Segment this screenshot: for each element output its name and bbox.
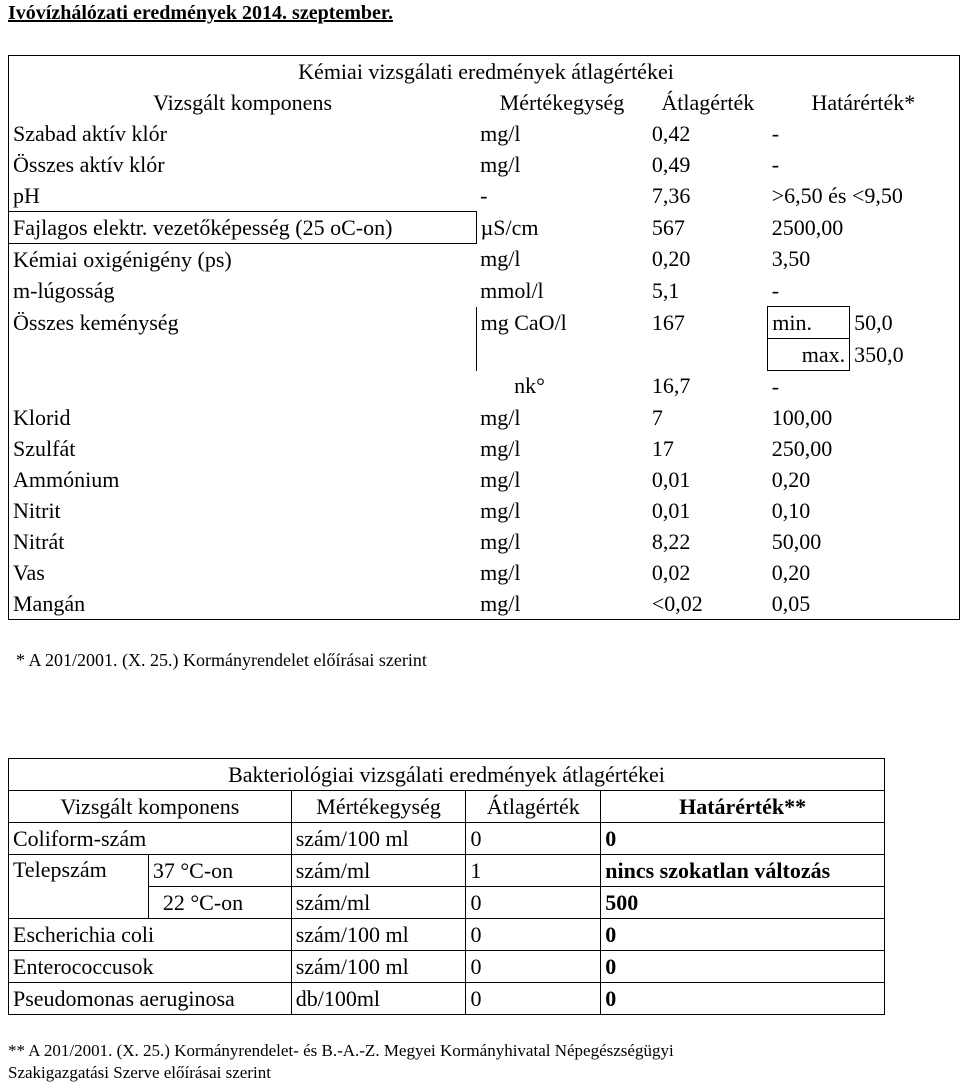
empty-cell [476, 339, 648, 371]
average-cell: 0 [466, 887, 601, 919]
component-name: Nitrát [13, 528, 65, 554]
max-value: 350,0 [854, 341, 904, 367]
table-row [9, 823, 885, 855]
limit-cell: 0 [601, 951, 885, 983]
limit-cell: 250,00 [771, 435, 833, 461]
unit-cell: - [480, 182, 488, 208]
unit-cell: mg/l [480, 559, 521, 585]
component-name: Ammónium [13, 466, 120, 492]
column-header: Vizsgált komponens [153, 89, 333, 115]
limit-cell: 3,50 [771, 246, 811, 272]
column-header: Határérték** [601, 791, 885, 823]
unit-cell: szám/ml [291, 887, 466, 919]
unit-cell: db/100ml [291, 983, 466, 1015]
table-caption-row [9, 56, 960, 88]
column-header: Vizsgált komponens [9, 791, 292, 823]
unit-cell: szám/100 ml [291, 823, 466, 855]
empty-cell [9, 371, 477, 403]
table-row [9, 212, 960, 244]
min-value: 50,0 [854, 309, 893, 335]
bacteriological-table-caption: Bakteriológiai vizsgálati eredmények átlagértékei [9, 759, 885, 791]
table-row [9, 919, 885, 951]
table-row [9, 588, 960, 620]
component-name: Mangán [13, 590, 86, 616]
empty-cell [648, 339, 768, 371]
footnote-line: Szakigazgatási Szerve előírásai szerint [8, 1063, 271, 1082]
component-name: Nitrit [13, 497, 61, 523]
unit-cell: mg/l [480, 528, 521, 554]
table-row [9, 557, 960, 588]
empty-cell [9, 339, 477, 371]
average-cell: 7 [651, 404, 663, 430]
temperature-cell: 37 °C-on [148, 855, 291, 887]
component-name: Összes aktív klór [13, 151, 165, 177]
unit-cell: mg/l [480, 404, 521, 430]
table-row [9, 402, 960, 433]
column-header: Mértékegység [499, 89, 625, 115]
limit-cell: nincs szokatlan változás [601, 855, 885, 887]
table-row [9, 526, 960, 557]
average-cell: 0 [466, 823, 601, 855]
limit-cell: 0 [601, 823, 885, 855]
table-row [9, 951, 885, 983]
limit-cell: 2500,00 [771, 214, 844, 240]
average-cell: 567 [651, 214, 685, 240]
average-cell: 0,20 [651, 246, 691, 272]
limit-cell: 0,05 [771, 590, 811, 616]
component-name: Escherichia coli [9, 919, 292, 951]
component-name: Vas [13, 559, 45, 585]
unit-cell: szám/ml [291, 855, 466, 887]
average-cell: 0,42 [651, 120, 691, 146]
component-name: Szulfát [13, 435, 76, 461]
chemical-results-table [8, 55, 960, 620]
unit-cell: µS/cm [480, 214, 539, 240]
column-header: Mértékegység [291, 791, 466, 823]
component-name: Telepszám [9, 855, 149, 919]
average-cell: 0,02 [651, 559, 691, 585]
component-name: pH [13, 182, 40, 208]
table-row [9, 180, 960, 212]
average-cell: 16,7 [651, 373, 691, 399]
limit-cell: - [771, 151, 780, 177]
unit-cell: mg CaO/l [480, 309, 567, 335]
table-row [9, 275, 960, 307]
component-name: Összes keménység [9, 307, 477, 339]
table-row [9, 118, 960, 149]
component-name: Coliform-szám [9, 823, 292, 855]
component-name: Kémiai oxigénigény (ps) [13, 246, 232, 272]
chemical-footnote: * A 201/2001. (X. 25.) Kormányrendelet előírásai szerint [16, 650, 427, 670]
table-header-row [9, 87, 960, 118]
average-cell: 5,1 [651, 277, 680, 303]
unit-cell: mg/l [480, 435, 521, 461]
unit-cell: mg/l [480, 246, 521, 272]
table-row [9, 244, 960, 276]
column-header: Átlagérték [466, 791, 601, 823]
average-cell: 0 [466, 983, 601, 1015]
average-cell: 0 [466, 919, 601, 951]
average-cell: 0,49 [651, 151, 691, 177]
table-row-hardness-nk [9, 371, 960, 403]
component-name: Fajlagos elektr. vezetőképesség (25 oC-on) [9, 212, 477, 244]
unit-cell: mg/l [480, 120, 521, 146]
unit-cell: mmol/l [480, 277, 544, 303]
average-cell: 167 [651, 309, 685, 335]
unit-cell: szám/100 ml [291, 951, 466, 983]
bacteriological-results-table [8, 758, 885, 1015]
unit-cell: mg/l [480, 497, 521, 523]
table-row-hardness [9, 307, 960, 339]
limit-cell: 0 [601, 983, 885, 1015]
unit-cell: mg/l [480, 590, 521, 616]
component-name: Pseudomonas aeruginosa [9, 983, 292, 1015]
average-cell: 1 [466, 855, 601, 887]
component-name: Klorid [13, 404, 71, 430]
temperature-cell: 22 °C-on [148, 887, 291, 919]
average-cell: 0,01 [651, 497, 691, 523]
component-name: m-lúgosság [13, 277, 115, 303]
table-row-hardness-max [9, 339, 960, 371]
limit-cell: 0,20 [771, 466, 811, 492]
limit-cell: 0 [601, 919, 885, 951]
average-cell: 7,36 [651, 182, 691, 208]
limit-cell: - [771, 120, 780, 146]
average-cell: 0 [466, 951, 601, 983]
page-title: Ivóvízhálózati eredmények 2014. szeptember. [8, 2, 393, 24]
table-caption-row [9, 759, 885, 791]
column-header: Átlagérték [661, 89, 755, 115]
bacteriological-footnote [8, 1040, 674, 1084]
table-row [9, 433, 960, 464]
table-row [9, 149, 960, 180]
limit-cell: 100,00 [771, 404, 833, 430]
unit-cell: nk° [514, 373, 545, 399]
average-cell: 0,01 [651, 466, 691, 492]
table-row [9, 464, 960, 495]
average-cell: <0,02 [651, 590, 703, 616]
component-name: Enterococcusok [9, 951, 292, 983]
table-row [9, 495, 960, 526]
limit-cell: 500 [601, 887, 885, 919]
limit-cell: 50,00 [771, 528, 822, 554]
footnote-line: ** A 201/2001. (X. 25.) Kormányrendelet- és B.-A.-Z. Megyei Kormányhivatal Népegészségügyi [8, 1041, 674, 1060]
column-header: Határérték* [811, 89, 916, 115]
limit-cell: 0,20 [771, 559, 811, 585]
average-cell: 17 [651, 435, 674, 461]
table-header-row [9, 791, 885, 823]
chemical-table-caption: Kémiai vizsgálati eredmények átlagértékei [298, 58, 674, 84]
table-row [9, 983, 885, 1015]
unit-cell: szám/100 ml [291, 919, 466, 951]
max-label: max. [768, 339, 850, 371]
min-label: min. [768, 307, 850, 339]
limit-cell: - [771, 373, 780, 399]
limit-cell: >6,50 és <9,50 [771, 182, 903, 208]
limit-cell: 0,10 [771, 497, 811, 523]
table-row [9, 855, 885, 887]
limit-cell: - [771, 277, 780, 303]
component-name: Szabad aktív klór [13, 120, 167, 146]
unit-cell: mg/l [480, 151, 521, 177]
unit-cell: mg/l [480, 466, 521, 492]
average-cell: 8,22 [651, 528, 691, 554]
